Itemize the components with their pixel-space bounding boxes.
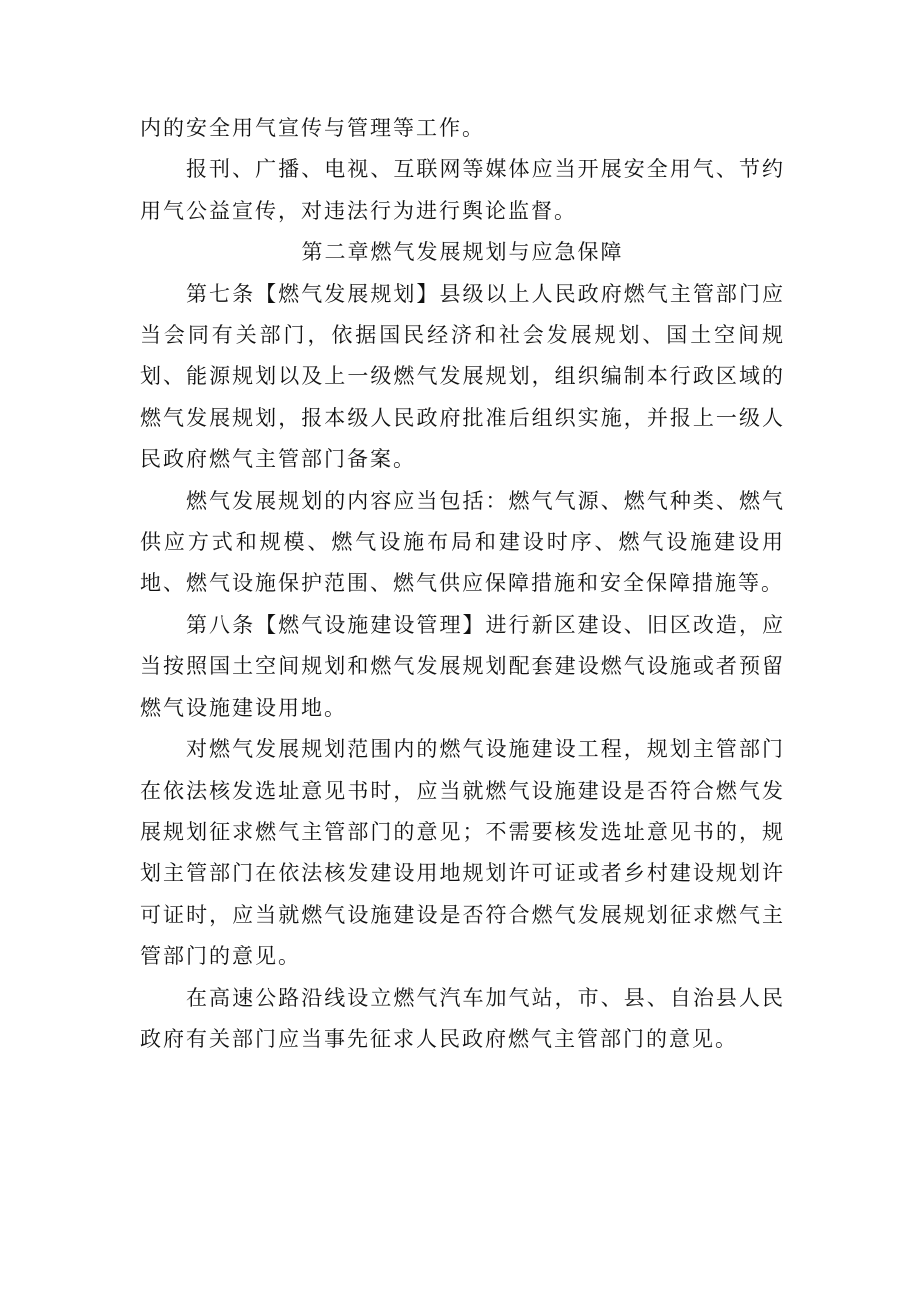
- paragraph-article-8: 第八条【燃气设施建设管理】进行新区建设、旧区改造，应当按照国土空间规划和燃气发展规划配套建设燃气设施或者预留燃气设施建设用地。: [140, 612, 785, 720]
- paragraph-article-7: 第七条【燃气发展规划】县级以上人民政府燃气主管部门应当会同有关部门，依据国民经济和社会发展规划、国土空间规划、能源规划以及上一级燃气发展规划，组织编制本行政区域的燃气发展规划，报本级人民政府批准后组织实施，并报上一级人民政府燃气主管部门备案。: [140, 281, 785, 472]
- chapter-heading: 第二章燃气发展规划与应急保障: [301, 240, 624, 265]
- paragraph-continuation: 内的安全用气宣传与管理等工作。: [140, 116, 485, 140]
- paragraph-media-publicity: 报刊、广播、电视、互联网等媒体应当开展安全用气、节约用气公益宣传，对违法行为进行舆论监督。: [140, 157, 785, 223]
- paragraph-planning-approval: 对燃气发展规划范围内的燃气设施建设工程，规划主管部门在依法核发选址意见书时，应当就燃气设施建设是否符合燃气发展规划征求燃气主管部门的意见；不需要核发选址意见书的，规划主管部门在依法核发建设用地规划许可证或者乡村建设规划许可证时，应当就燃气设施建设是否符合燃气发展规划征求燃气主管部门的意见。: [140, 737, 785, 969]
- document-body: [140, 108, 785, 1060]
- paragraph-highway-gas-station: 在高速公路沿线设立燃气汽车加气站，市、县、自治县人民政府有关部门应当事先征求人民政府燃气主管部门的意见。: [140, 985, 785, 1051]
- paragraph-plan-contents: 燃气发展规划的内容应当包括：燃气气源、燃气种类、燃气供应方式和规模、燃气设施布局和建设时序、燃气设施建设用地、燃气设施保护范围、燃气供应保障措施和安全保障措施等。: [140, 488, 785, 596]
